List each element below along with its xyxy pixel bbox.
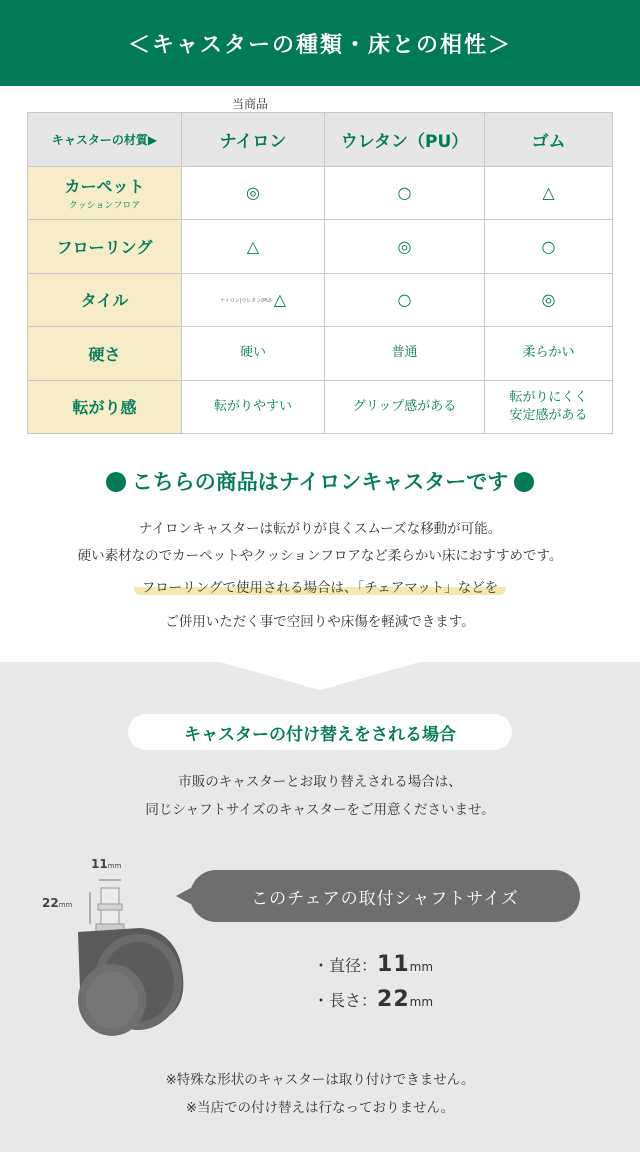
text-cell: 転がりやすい [182,380,325,434]
text-cell: 硬い [182,327,325,381]
shaft-size-callout [190,870,580,922]
text-cell: 普通 [325,327,485,381]
diameter-unit: mm [409,960,434,974]
shaft-height-dim [42,896,72,910]
replacement-title-text: キャスターの付け替えをされる場合 [184,724,456,745]
replacement-text [0,768,640,824]
dim-unit: mm [58,901,73,909]
desc-line: 硬い素材なのでカーペットやクッションフロアなど柔らかい床におすすめです。 [77,548,563,564]
dim-unit: mm [107,862,122,870]
row-label-rolling: 転がり感 [28,380,182,434]
caster-illustration-icon [20,850,210,1040]
col-nylon: ナイロン [182,113,325,167]
rating-cell: ◎ [246,183,260,203]
length-spec [313,987,433,1012]
current-product-tag: 当商品 [232,97,269,111]
banner-title: ＜キャスターの種類・床との相性＞ [127,32,512,58]
rating-cell: ○ [397,290,412,310]
nylon-heading-text: こちらの商品はナイロンキャスターです [131,470,509,494]
length-label: ・長さ： [313,991,378,1010]
table-row [28,380,613,434]
footnotes [0,1066,640,1122]
shaft-title: このチェアの取付シャフトサイズ [251,888,519,909]
row-label-flooring: フローリング [28,220,182,274]
nylon-description [0,516,640,570]
diameter-spec [313,952,433,977]
dim-height-value: 22 [42,896,59,910]
rating-cell: ○ [541,236,556,256]
corner-label: キャスターの材質▶ [28,113,182,167]
replacement-title [128,714,512,750]
diameter-value: 11 [377,952,410,977]
rating-cell: ◎ [541,290,556,310]
text-cell: 転がりにくく 安定感がある [485,380,613,434]
footnote: ※当店での付け替えは行なっておりません。 [185,1100,455,1116]
desc-line: ご併用いただく事で空回りや床傷を軽減できます。 [165,614,475,630]
table-row [28,273,613,327]
rating-cell: ◎ [397,236,412,256]
rating-cell: ○ [397,183,412,203]
length-value: 22 [377,987,410,1012]
dim-width-value: 11 [91,857,108,871]
row-sublabel: クッションフロア [68,201,141,212]
tile-note: ナイロン|ウレタン(PU) [219,298,272,305]
row-label: カーペット [64,177,145,197]
diameter-label: ・直径： [313,956,378,975]
replace-line: 同じシャフトサイズのキャスターをご用意くださいませ。 [145,802,495,818]
row-label-carpet [28,166,182,220]
bullet-dot-icon [514,472,534,492]
row-label-tile: タイル [28,273,182,327]
table-row [28,220,613,274]
table-row [28,166,613,220]
highlight-line: フローリングで使用される場合は、「チェアマット」などを [134,580,507,596]
table-row [28,327,613,381]
nylon-advice [0,575,640,636]
col-rubber: ゴム [485,113,613,167]
rating-cell: △ [246,236,260,256]
shaft-width-dim [91,857,121,871]
text-cell: 柔らかい [485,327,613,381]
bullet-dot-icon [106,472,126,492]
nylon-heading [0,466,640,496]
col-urethane: ウレタン（PU） [325,113,485,167]
footnote: ※特殊な形状のキャスターは取り付けできません。 [165,1072,475,1088]
rating-cell: △ [542,183,555,203]
desc-line: ナイロンキャスターは転がりが良くスムーズな移動が可能。 [138,521,502,537]
rating-cell: △ [273,290,287,310]
section-notch [220,662,420,690]
table-header-row [28,113,613,167]
text-cell: グリップ感がある [325,380,485,434]
length-unit: mm [409,995,434,1009]
section-banner [0,0,640,86]
caster-comparison-table [27,112,613,434]
row-label-hardness: 硬さ [28,327,182,381]
replace-line: 市販のキャスターとお取り替えされる場合は、 [178,774,462,790]
